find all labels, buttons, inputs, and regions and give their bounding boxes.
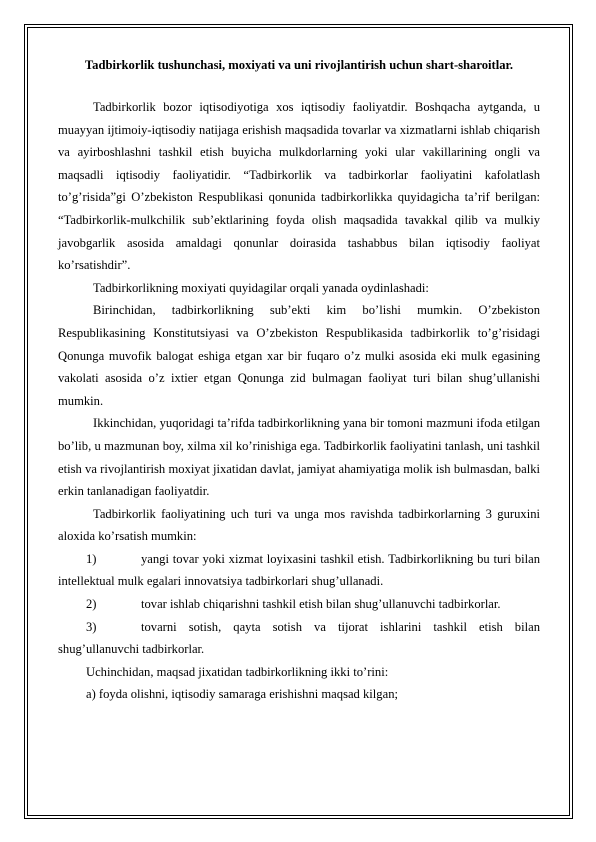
item-text: tovar ishlab chiqarishni tashkil etish bilan shug’ullanuvchi tadbirkorlar. [141,597,501,612]
item-number: 1) [86,551,97,566]
item-number: 3) [86,619,97,634]
numbered-item-1 [58,548,540,593]
paragraph-three-types: Tadbirkorlik faoliyatining uch turi va unga mos ravishda tadbirkorlarning 3 guruxini aloxida ko’rsatish mumkin: [58,506,540,544]
numbered-item-3 [58,616,540,661]
item-text: yangi tovar yoki xizmat loyixasini tashkil etish. Tadbirkorlikning bu turi bilan intellektual mulk egalari innovatsiya tadbirkorlari shug’ullanadi. [58,551,540,589]
paragraph-definition: Tadbirkorlik bozor iqtisodiyotiga xos iqtisodiy faoliyatdir. Boshqacha aytganda, u muayyan ijtimoiy-iqtisodiy natijaga erishish maqsadida tovarlar va xizmatlarni ishlab chiqarish va ayirboshlashni tashkil etish buyicha mulkdorlarning yoki ular vakillarining ongli va maqsadli iqtisodiy faoliyatidir. “Tadbirkorlik va tadbirkorlar faoliyatini kafolatlash to’g’risida”gi O’zbekiston Respublikasi qonunida tadbirkorlikka quyidagicha ta’rif berilgan: “Tadbirkorlik-mulkchilik sub’ektlarining foyda olish maqsadida tavakkal qilib va mulkiy javobgarlik asosida amaldagi qonunlar doirasida tashabbus bilan iqtisodiy faoliyat ko’rsatishdir”. [58,100,540,273]
paragraph-third: Uchinchidan, maqsad jixatidan tadbirkorlikning ikki to’rini: [86,664,389,679]
document-body [58,54,540,706]
item-text: tovarni sotish, qayta sotish va tijorat ishlarini tashkil etish bilan shug’ullanuvchi tadbirkorlar. [58,619,540,657]
item-number: 2) [86,597,97,612]
numbered-item-2 [58,593,540,616]
list-item-a: a) foyda olishni, iqtisodiy samaraga erishishni maqsad kilgan; [86,687,398,702]
document-title: Tadbirkorlik tushunchasi, moxiyati va uni rivojlantirish uchun shart-sharoitlar. [84,58,514,72]
paragraph-second: Ikkinchidan, yuqoridagi ta’rifda tadbirkorlikning yana bir tomoni mazmuni ifoda etilgan bo’lib, u mazmunan boy, xilma xil ko’rinishiga ega. Tadbirkorlik faoliyatini tanlash, uni tashkil etish va rivojlantirish moxiyat jixatidan davlat, jamiyat ahamiyatiga molik ish bulmasdan, balki erkin tanlanadigan faoliyatdir. [58,416,540,499]
paragraph-first: Birinchidan, tadbirkorlikning sub’ekti kim bo’lishi mumkin. O’zbekiston Respublikasining Konstitutsiyasi va O’zbekiston Respublikasida tadbirkorlik to’g’risidagi Qonunga muvofik balogat eshiga etgan xar bir fuqaro o’z mulki asosida eki mulk egasining vakolati asosida o’z ixtier etgan Qonunga zid bulmagan faoliyat turi bilan shug’ullanishi mumkin. [58,303,540,408]
paragraph-essence-intro: Tadbirkorlikning moxiyati quyidagilar orqali yanada oydinlashadi: [93,280,429,295]
